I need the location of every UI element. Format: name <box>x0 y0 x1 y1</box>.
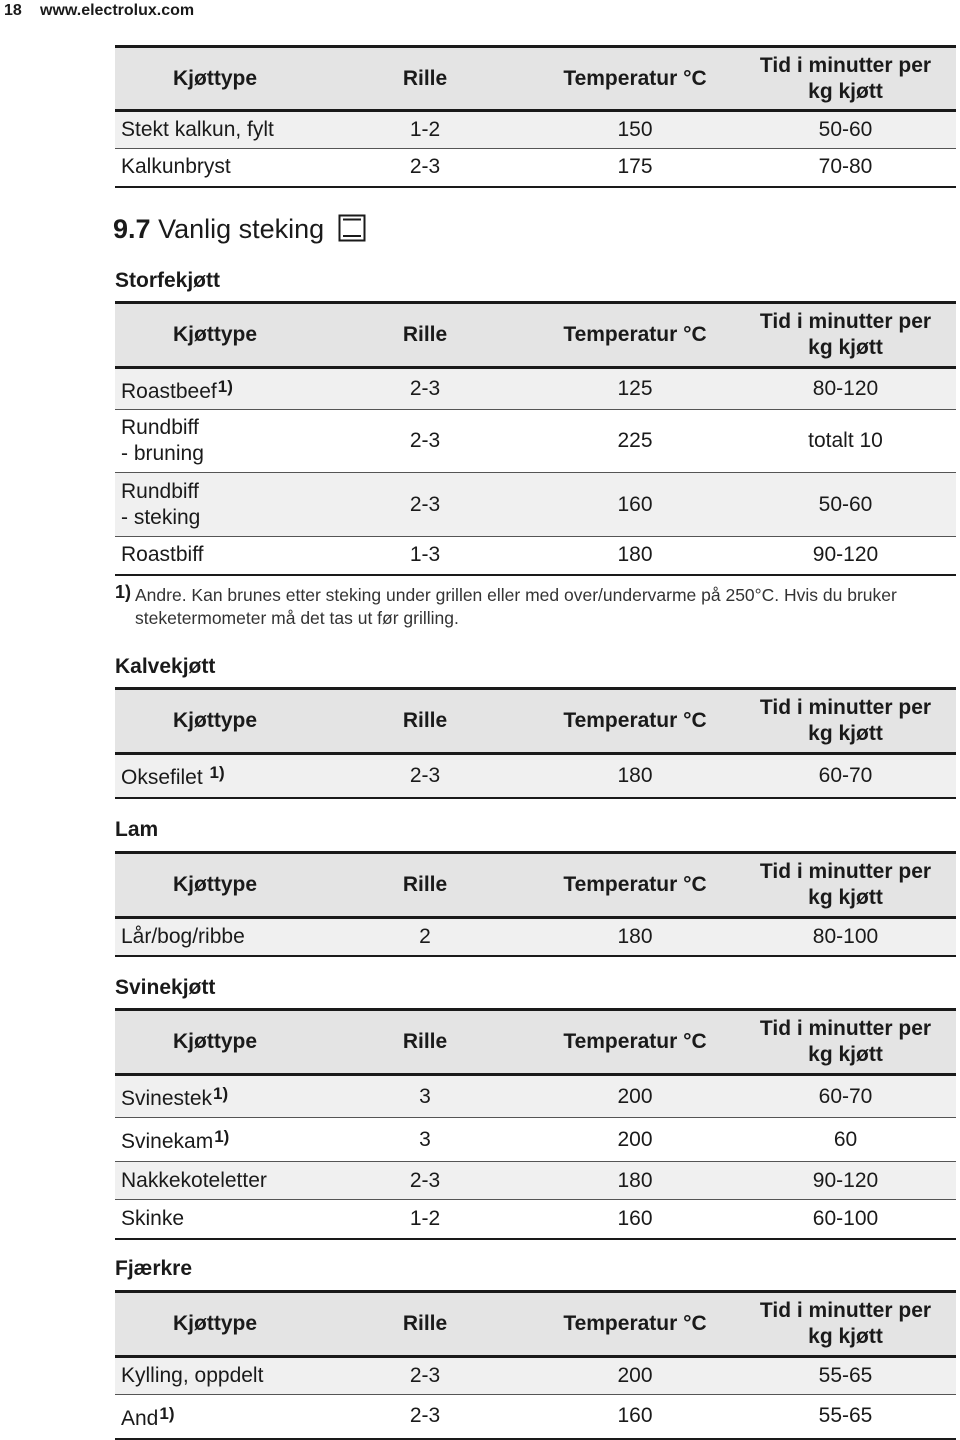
veal-table <box>115 687 956 799</box>
cell-temp: 125 <box>617 377 653 400</box>
table-header-row <box>115 1010 956 1075</box>
cell-type: Rundbiff - steking <box>121 479 201 529</box>
cell-temp: 160 <box>617 1404 653 1428</box>
cell-time: 55-65 <box>818 1364 873 1387</box>
table-row <box>115 410 956 473</box>
col-header-time: Tid i minutter per kg kjøtt <box>759 1299 932 1348</box>
cell-shelf: 3 <box>419 1084 431 1108</box>
table-row <box>115 1357 956 1395</box>
cell-time: 70-80 <box>818 155 873 179</box>
cell-temp: 160 <box>617 492 653 516</box>
table-row <box>115 1200 956 1239</box>
conventional-heating-icon <box>338 214 366 242</box>
cell-temp: 180 <box>617 763 653 787</box>
cell-time: 60-100 <box>812 1206 879 1230</box>
table-row <box>115 754 956 798</box>
col-header-temp: Temperatur °C <box>563 1030 707 1053</box>
cell-type: Kylling, oppdelt <box>121 1364 264 1387</box>
cell-shelf: 1-2 <box>409 118 441 141</box>
col-header-temp: Temperatur °C <box>563 1312 707 1335</box>
table-header-row <box>115 303 956 368</box>
table-header-row <box>115 47 956 111</box>
cell-time: 80-120 <box>812 377 879 400</box>
col-header-temp: Temperatur °C <box>563 323 707 346</box>
table-row <box>115 1162 956 1200</box>
col-header-type: Kjøttype <box>173 873 257 896</box>
cell-type: Svinestek$^{1)}$ <box>121 1084 229 1110</box>
col-header-temp: Temperatur °C <box>563 709 707 732</box>
table-row <box>115 1118 956 1162</box>
cell-type: Kalkunbryst <box>121 155 231 179</box>
cell-shelf: 3 <box>419 1127 431 1151</box>
cell-shelf: 2-3 <box>409 1404 441 1428</box>
turkey-table <box>115 45 956 188</box>
footnote-ref: 1) <box>217 376 233 396</box>
cell-temp: 200 <box>617 1127 653 1151</box>
col-header-type: Kjøttype <box>173 1030 257 1053</box>
cell-time: 80-100 <box>812 924 879 948</box>
cell-time: 50-60 <box>818 118 873 141</box>
cell-type: Roastbiff <box>121 543 204 567</box>
cell-shelf: 2-3 <box>409 377 441 400</box>
cell-time: 90-120 <box>812 543 879 567</box>
footnote-ref: 1) <box>159 1403 175 1423</box>
cell-type: Roastbeef$^{1)}$ <box>121 376 233 403</box>
subheading-poultry: Fjærkre <box>115 1257 193 1280</box>
cell-type: Rundbiff - bruning <box>121 416 204 465</box>
cell-type: Oksefilet $^{1)}$ <box>121 763 225 790</box>
cell-time: totalt 10 <box>808 429 883 452</box>
section-heading <box>113 213 366 245</box>
table-header-row <box>115 853 956 918</box>
col-header-temp: Temperatur °C <box>563 66 707 90</box>
col-header-shelf: Rille <box>402 709 448 732</box>
cell-time: 90-120 <box>812 1168 879 1192</box>
footnote <box>115 584 960 630</box>
cell-shelf: 2-3 <box>409 429 441 452</box>
col-header-time: Tid i minutter per kg kjøtt <box>759 1017 932 1066</box>
section-number: 9.7 <box>113 214 151 244</box>
cell-shelf: 2-3 <box>409 155 441 179</box>
col-header-time: Tid i minutter per kg kjøtt <box>759 310 932 359</box>
cell-type: And$^{1)}$ <box>121 1403 175 1430</box>
cell-time: 55-65 <box>818 1404 873 1428</box>
cell-shelf: 2-3 <box>409 1168 441 1192</box>
subheading-veal: Kalvekjøtt <box>115 655 216 678</box>
col-header-shelf: Rille <box>402 873 448 896</box>
col-header-shelf: Rille <box>402 66 448 90</box>
cell-temp: 175 <box>617 155 653 179</box>
cell-shelf: 2-3 <box>409 763 441 787</box>
site-url: www.electrolux.com <box>40 2 195 19</box>
cell-shelf: 2-3 <box>409 1364 441 1387</box>
cell-time: 60 <box>833 1127 858 1151</box>
cell-shelf: 2 <box>419 924 431 948</box>
cell-type: Svinekam$^{1)}$ <box>121 1127 230 1153</box>
table-row <box>115 111 956 149</box>
cell-temp: 180 <box>617 1168 653 1192</box>
col-header-temp: Temperatur °C <box>563 873 707 896</box>
table-row <box>115 537 956 575</box>
cell-temp: 225 <box>617 429 653 452</box>
table-row <box>115 368 956 410</box>
cell-type: Nakkekoteletter <box>121 1168 267 1192</box>
cell-type: Skinke <box>121 1206 185 1230</box>
cell-time: 60-70 <box>818 763 873 787</box>
cell-temp: 150 <box>617 118 653 141</box>
cell-temp: 180 <box>617 924 653 948</box>
cell-type: Stekt kalkun, fylt <box>121 118 274 141</box>
page-header <box>0 0 960 24</box>
col-header-shelf: Rille <box>402 1030 448 1053</box>
cell-time: 50-60 <box>818 492 873 516</box>
footnote-ref: 1) <box>213 1084 229 1103</box>
col-header-type: Kjøttype <box>173 66 257 90</box>
table-row <box>115 1395 956 1439</box>
cell-type: Lår/bog/ribbe <box>121 924 245 948</box>
cell-temp: 160 <box>617 1206 653 1230</box>
table-header-row <box>115 689 956 754</box>
subheading-lamb: Lam <box>115 818 159 841</box>
cell-temp: 200 <box>617 1084 653 1108</box>
cell-shelf: 1-2 <box>409 1206 441 1230</box>
table-row <box>115 1075 956 1118</box>
lamb-table <box>115 851 956 957</box>
subheading-pork: Svinekjøtt <box>115 976 216 999</box>
col-header-time: Tid i minutter per kg kjøtt <box>759 53 932 103</box>
col-header-time: Tid i minutter per kg kjøtt <box>759 696 932 745</box>
col-header-type: Kjøttype <box>173 1312 257 1335</box>
col-header-shelf: Rille <box>402 323 448 346</box>
cell-temp: 200 <box>617 1364 653 1387</box>
table-row <box>115 918 956 956</box>
col-header-time: Tid i minutter per kg kjøtt <box>759 860 932 909</box>
table-row <box>115 473 956 537</box>
cell-temp: 180 <box>617 543 653 567</box>
cell-shelf: 1-3 <box>409 543 441 567</box>
cell-shelf: 2-3 <box>409 492 441 516</box>
poultry-table <box>115 1290 956 1440</box>
col-header-type: Kjøttype <box>173 323 257 346</box>
col-header-type: Kjøttype <box>173 709 257 732</box>
beef-table <box>115 301 956 576</box>
subheading-beef: Storfekjøtt <box>115 269 220 292</box>
table-row <box>115 149 956 187</box>
pork-table <box>115 1008 956 1240</box>
col-header-shelf: Rille <box>402 1312 448 1335</box>
page-number: 18 <box>4 2 22 19</box>
footnote-text: Andre. Kan brunes etter steking under grillen eller med over/undervarme på 250°C. Hvis du bruker steketermometer må det tas ut før grilling. <box>135 585 897 628</box>
footnote-ref: 1) <box>214 1127 230 1146</box>
table-header-row <box>115 1292 956 1357</box>
footnote-mark: 1) <box>115 582 132 602</box>
section-title: Vanlig steking <box>158 214 325 244</box>
footnote-ref: 1) <box>209 763 225 783</box>
cell-time: 60-70 <box>818 1084 873 1108</box>
